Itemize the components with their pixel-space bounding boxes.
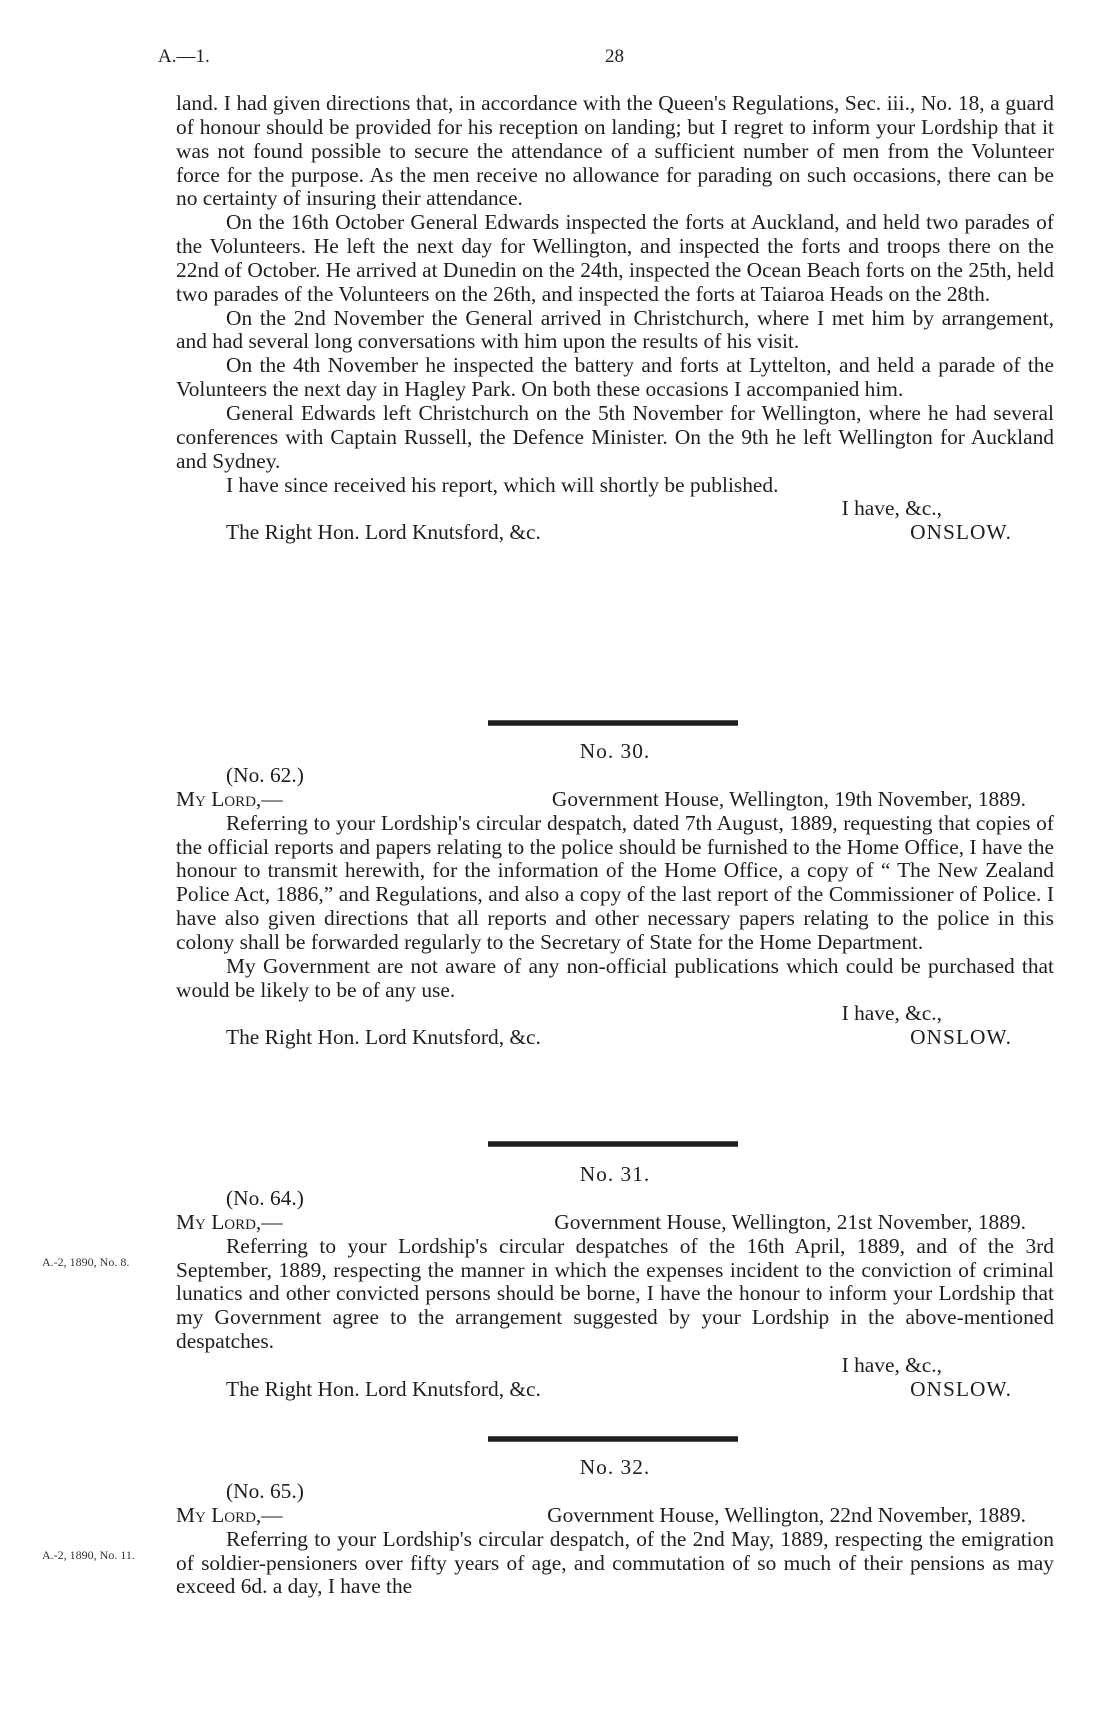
salutation: My Lord,—: [176, 1502, 283, 1527]
addressee: The Right Hon. Lord Knutsford, &c.: [226, 520, 541, 545]
continuation-section: [176, 92, 1054, 545]
closing-formula: I have, &c.,: [841, 1001, 942, 1026]
place-date: Government House, Wellington, 21st November, 1889.: [554, 1209, 1026, 1234]
addressee: The Right Hon. Lord Knutsford, &c.: [226, 1376, 541, 1401]
closing-row: [176, 521, 1054, 545]
section-divider: [488, 720, 738, 726]
despatch-no-31: [176, 1163, 1054, 1402]
section-divider: [488, 1141, 738, 1147]
salutation: My Lord,—: [176, 1209, 283, 1234]
page-header: [0, 46, 1114, 76]
despatch-number: No. 32.: [579, 1455, 651, 1479]
despatch-reference: (No. 62.): [226, 762, 304, 787]
despatch-number: No. 30.: [579, 739, 651, 763]
place-date: Government House, Wellington, 22nd November, 1889.: [547, 1502, 1026, 1527]
section-divider: [488, 1436, 738, 1442]
body-paragraph: land. I had given directions that, in accordance with the Queen's Regulations, Sec. iii., No. 18, a guard of honour should be provided for his reception on landing; but I regret to inform your Lordship that it was not found possible to secure the attendance of a sufficient number of men from the Volunteer force for the purpose. As the men receive no allowance for parading on such occasions, there can be no certainty of insuring their attendance.: [176, 91, 1054, 211]
despatch-number: No. 31.: [579, 1162, 651, 1186]
body-paragraph: On the 2nd November the General arrived in Christchurch, where I met him by arrangement, and had several long conversations with him upon the results of his visit.: [176, 305, 1054, 354]
document-reference: A.—1.: [158, 46, 210, 67]
despatch-no-30: [176, 740, 1054, 1050]
body-paragraph: General Edwards left Christchurch on the 5th November for Wellington, where he had several conferences with Captain Russell, the Defence Minister. On the 9th he left Wellington for Auckland and Sydney.: [176, 400, 1054, 473]
signature: ONSLOW.: [910, 1025, 1012, 1050]
despatch-reference: (No. 65.): [226, 1478, 304, 1503]
closing-row: [176, 1378, 1054, 1402]
body-paragraph: Referring to your Lordship's circular despatch, of the 2nd May, 1889, respecting the emigration of soldier-pensioners over fifty years of age, and commutation of so much of their pensions as may exceed 6d. a day, I have the: [176, 1526, 1054, 1599]
body-paragraph: On the 4th November he inspected the battery and forts at Lyttelton, and held a parade of the Volunteers the next day in Hagley Park. On both these occasions I accompanied him.: [176, 353, 1054, 402]
salutation-row: [176, 1504, 1054, 1528]
page-number: 28: [605, 46, 624, 67]
signature: ONSLOW.: [910, 520, 1012, 545]
body-paragraph: Referring to your Lordship's circular despatch, dated 7th August, 1889, requesting that copies of the official reports and papers relating to the police should be furnished to the Home Office, I have the honour to transmit herewith, for the information of the Home Office, a copy of “ The New Zealand Police Act, 1886,” and Regulations, and also a copy of the last report of the Commissioner of Police. I have also given directions that all reports and other necessary papers relating to the police in this colony shall be forwarded regularly to the Secretary of State for the Home Department.: [176, 810, 1054, 954]
signature: ONSLOW.: [910, 1376, 1012, 1401]
salutation-row: [176, 788, 1054, 812]
place-date: Government House, Wellington, 19th November, 1889.: [551, 786, 1026, 811]
addressee: The Right Hon. Lord Knutsford, &c.: [226, 1025, 541, 1050]
margin-note: A.-2, 1890, No. 8.: [42, 1255, 130, 1269]
despatch-reference: (No. 64.): [226, 1185, 304, 1210]
closing-row: [176, 1026, 1054, 1050]
salutation-row: [176, 1211, 1054, 1235]
body-paragraph: My Government are not aware of any non-official publications which could be purchased that would be likely to be of any use.: [176, 953, 1054, 1002]
margin-note: A.-2, 1890, No. 11.: [42, 1548, 135, 1562]
despatch-no-32: [176, 1456, 1054, 1599]
body-paragraph: I have since received his report, which will shortly be published.: [226, 472, 779, 497]
closing-formula: I have, &c.,: [841, 1352, 942, 1377]
closing-formula: I have, &c.,: [841, 496, 942, 521]
body-paragraph: Referring to your Lordship's circular despatches of the 16th April, 1889, and of the 3rd September, 1889, respecting the manner in which the expenses incident to the conviction of criminal lunatics and other convicted persons should be borne, I have the honour to inform your Lordship that my Government agree to the arrangement suggested by your Lordship in the above-mentioned despatches.: [176, 1233, 1054, 1354]
body-paragraph: On the 16th October General Edwards inspected the forts at Auckland, and held two parades of the Volunteers. He left the next day for Wellington, and inspected the forts and troops there on the 22nd of October. He arrived at Dunedin on the 24th, inspected the Ocean Beach forts on the 25th, held two parades of the Volunteers on the 26th, and inspected the forts at Taiaroa Heads on the 28th.: [176, 210, 1054, 306]
salutation: My Lord,—: [176, 786, 283, 811]
